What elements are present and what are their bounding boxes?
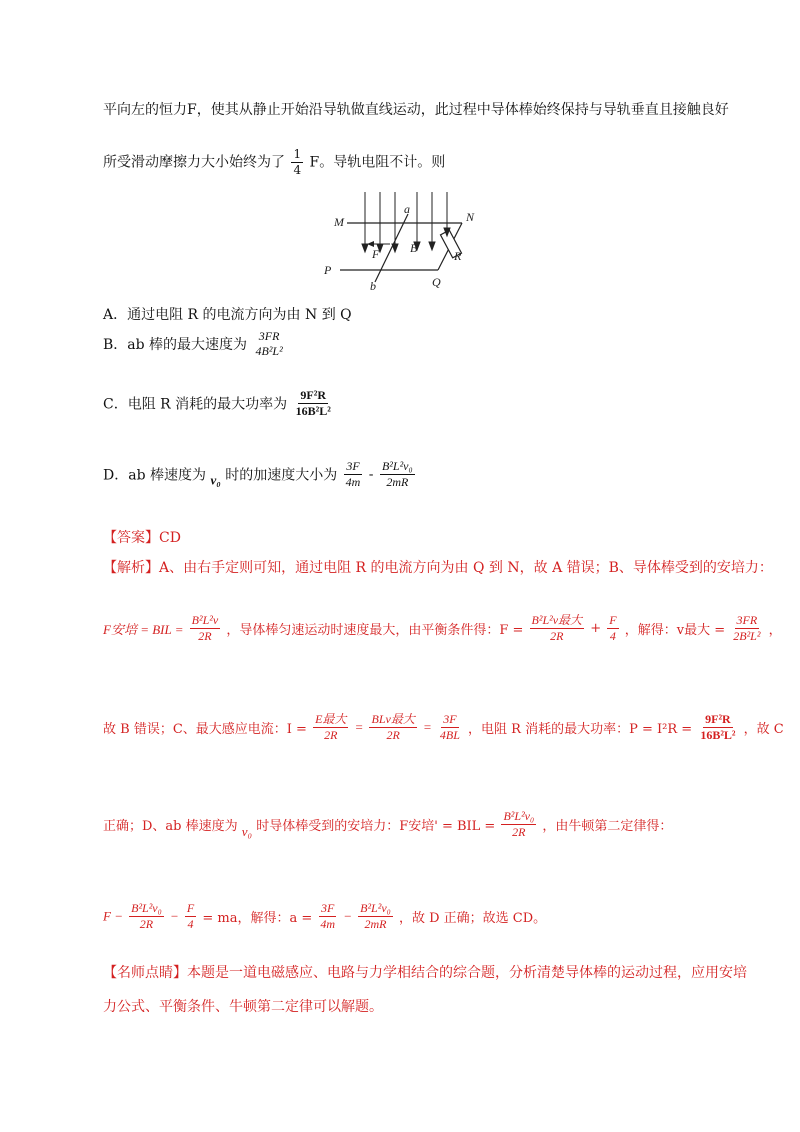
option-D: D．ab 棒速度为 v₀ 时的加速度大小为 $\frac{3F}{4m}$ - $\frac{\text{B²L²v₀}}{2mR}$ (103, 459, 413, 490)
analysis-l3-d: ，电阻 R 消耗的最大功率：P = I²R = (468, 722, 693, 738)
analysis-l4-c: ，由牛顿第二定律得： (542, 819, 673, 835)
analysis-line-5 (103, 902, 546, 931)
label-N: N (466, 210, 475, 224)
analysis-l5-frac-4-num: B²L²v₀ (358, 902, 393, 917)
analysis-l4-b: 时导体棒受到的安培力：F安培' = BIL = (256, 819, 496, 835)
option-D-v0: v₀ (210, 472, 221, 488)
analysis-l3-frac-1 (313, 713, 348, 742)
analysis-l3-frac-1-num: E最大 (313, 713, 348, 728)
analysis-l5-frac-3-num: 3F (319, 902, 336, 917)
analysis-line-2 (103, 614, 782, 643)
analysis-l2-frac-2-den: 2R (550, 629, 564, 644)
analysis-l3-frac-3-num: 3F (441, 713, 458, 728)
comment-line-1 (103, 962, 747, 982)
analysis-l3-frac-1-den: 2R (324, 728, 338, 743)
analysis-line-4 (103, 810, 672, 840)
analysis-l2-b: ，导体棒匀速运动时速度最大，由平衡条件得：F = (226, 623, 524, 639)
analysis-l4-frac-num: B²L²v₀ (501, 810, 536, 825)
label-M: M (334, 215, 344, 229)
analysis-l5-frac-1-den: 2R (139, 917, 154, 932)
label-P: P (324, 263, 332, 277)
analysis-l2-frac-1-num: B²L²v (190, 614, 221, 629)
stem-frac-num: 1 (291, 148, 303, 163)
answer (103, 527, 181, 547)
analysis-l4-a: 正确；D、ab 棒速度为 (103, 819, 238, 835)
analysis-l5-c: = ma，解得：a = (202, 911, 313, 927)
label-b: b (370, 279, 376, 292)
option-D-f1-den: 4m (345, 475, 361, 490)
analysis-l5-frac-1 (129, 902, 164, 931)
option-B-num: 3FR (258, 329, 280, 343)
analysis-l4-v0: v₀ (241, 824, 253, 840)
analysis-l2-frac-1-den: 2R (198, 629, 212, 644)
option-C-fraction (294, 389, 333, 418)
analysis-l5-frac-4-den: 2mR (364, 917, 387, 932)
comment-label: 【名师点睛】 (103, 965, 187, 981)
stem-line-2-pre: 所受滑动摩擦力大小始终为了 (103, 154, 285, 171)
option-D-mid: 时的加速度大小为 (225, 467, 338, 484)
analysis-line-1 (103, 557, 773, 577)
analysis-l2-frac-3-num: F (607, 614, 618, 629)
option-B-den: 4B²L² (255, 344, 283, 359)
option-D-fraction-1 (344, 460, 363, 489)
stem-fraction (291, 148, 303, 177)
analysis-label: 【解析】 (103, 560, 159, 576)
analysis-l2-frac-1 (190, 614, 221, 643)
analysis-l3-frac-3-den: 4BL (439, 728, 460, 743)
option-C-num: 9F²R (298, 389, 328, 404)
analysis-l2-frac-2 (530, 614, 585, 643)
option-B-fraction (254, 330, 285, 358)
label-a: a (404, 202, 410, 216)
analysis-l3-e: ，故 C (743, 722, 784, 738)
analysis-l4-frac-den: 2R (512, 825, 526, 840)
analysis-l5-frac-2-num: F (185, 902, 196, 917)
analysis-l5-frac-3 (318, 902, 337, 931)
analysis-l5-b: − (169, 908, 179, 924)
analysis-l3-frac-2 (369, 713, 416, 742)
analysis-l3-frac-3 (438, 713, 462, 742)
analysis-l5-frac-4 (358, 902, 393, 931)
label-F: F (372, 247, 380, 261)
stem-line-2-post: F。导轨电阻不计。则 (309, 154, 446, 171)
analysis-l3-a: 故 B 错误；C、最大感应电流：I = (103, 722, 307, 738)
analysis-l5-frac-2-den: 4 (187, 917, 194, 932)
option-C-text: C．电阻 R 消耗的最大功率为 (103, 396, 288, 413)
option-B-text: B．ab 棒的最大速度为 (103, 337, 248, 354)
label-B: B (410, 241, 418, 255)
analysis-l3-frac-4 (698, 713, 737, 742)
option-B (103, 330, 287, 358)
analysis-l2-frac-4-num: 3FR (735, 614, 760, 629)
circuit-diagram (320, 186, 500, 292)
analysis-l3-frac-4-num: 9F²R (703, 713, 733, 728)
analysis-l2-frac-3 (607, 614, 618, 643)
stem-line-2 (103, 148, 445, 177)
analysis-l3-frac-4-den: 16B²L² (700, 728, 736, 743)
analysis-l2-frac-4 (731, 614, 762, 643)
analysis-l5-d: − (343, 908, 352, 924)
comment-l1: 本题是一道电磁感应、电路与力学相结合的综合题，分析清楚导体棒的运动过程，应用安培 (187, 965, 747, 981)
analysis-l2-frac-4-den: 2B²L² (733, 629, 761, 644)
analysis-l1: A、由右手定则可知，通过电阻 R 的电流方向为由 Q 到 N，故 A 错误；B、导体棒受到的安培力： (159, 560, 773, 576)
option-D-f2-den: 2mR (386, 475, 409, 490)
analysis-l3-frac-2-num: BLv最大 (369, 713, 416, 728)
analysis-l2-frac-3-den: 4 (609, 629, 616, 644)
label-R: R (454, 249, 462, 263)
analysis-l5-a: F − (103, 908, 123, 924)
option-D-f1-num: 3F (344, 460, 361, 475)
analysis-l5-frac-3-den: 4m (320, 917, 336, 932)
analysis-l2-frac-2-num: B²L²v最大 (530, 614, 585, 629)
analysis-line-3: 故 B 错误；C、最大感应电流：I = $\frac{\text{E最大}}{2R}$ = $\frac{\text{BLv最大}}{2R}$ = $\frac{3F}{4BL}$ ，电阻 R 消耗的最大功率：P = I²R = $\frac{\text{9F²R}}{\text{16B²L²}}$ ，故 C (103, 712, 784, 743)
option-C-den: 16B²L² (295, 404, 331, 419)
answer-value: CD (159, 530, 181, 546)
stem-frac-den: 4 (293, 163, 302, 178)
option-C (103, 389, 335, 418)
analysis-l2-d: ，解得：v最大 = (624, 623, 726, 639)
analysis-l3-frac-2-den: 2R (386, 728, 400, 743)
label-Q: Q (432, 275, 441, 289)
analysis-l5-e: ，故 D 正确；故选 CD。 (398, 911, 547, 927)
analysis-l4-frac (501, 810, 536, 839)
option-A: A．通过电阻 R 的电流方向为由 N 到 Q (103, 307, 352, 323)
analysis-l5-frac-2 (185, 902, 196, 931)
option-D-fraction-2 (380, 460, 415, 489)
comment-line-2: 力公式、平衡条件、牛顿第二定律可以解题。 (103, 999, 383, 1015)
analysis-l2-a: F安培 = BIL = (103, 622, 184, 638)
option-D-text: D．ab 棒速度为 (103, 467, 206, 484)
analysis-l5-frac-1-num: B²L²v₀ (129, 902, 164, 917)
option-D-f2-num: B²L²v₀ (380, 460, 415, 475)
answer-label: 【答案】 (103, 530, 159, 546)
analysis-l2-e: ， (768, 623, 782, 639)
stem-line-1: 平向左的恒力F，使其从静止开始沿导轨做直线运动，此过程中导体棒始终保持与导轨垂直且接触良好 (103, 102, 729, 118)
analysis-l2-c: + (590, 621, 602, 637)
